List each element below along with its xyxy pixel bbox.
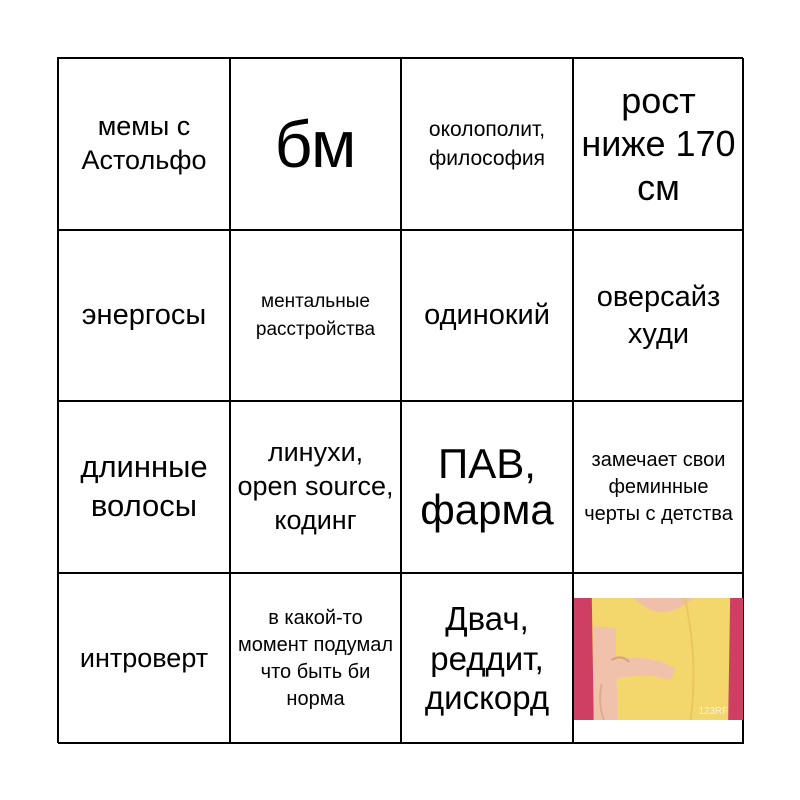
bingo-cell-linux-coding[interactable]	[230, 401, 401, 573]
bingo-cell-politics-philosophy[interactable]	[401, 58, 573, 230]
cell-label: интроверт	[79, 642, 209, 673]
bingo-cell-feminine-traits[interactable]	[573, 401, 744, 573]
bingo-cell-height[interactable]	[573, 58, 744, 230]
bingo-cell-photo[interactable]	[573, 573, 744, 744]
stock-photo	[574, 598, 743, 720]
bingo-cell-bi-moment[interactable]	[230, 573, 401, 744]
photo-watermark: 123RF	[698, 705, 729, 717]
bingo-cell-bm[interactable]	[230, 58, 401, 230]
cell-label: линухи, open source, кодинг	[237, 437, 394, 535]
bingo-cell-substances[interactable]	[401, 401, 573, 573]
cell-label: одинокий	[424, 299, 550, 332]
cell-label: замечает свои феминные черты с детства	[584, 448, 733, 525]
cell-label: рост ниже 170 см	[581, 80, 736, 208]
cell-label: энергосы	[81, 299, 207, 332]
bingo-cell-long-hair[interactable]	[58, 401, 230, 573]
cell-label: длинные волосы	[80, 449, 208, 523]
cell-label: в какой-то момент подумал что быть би норма	[237, 606, 393, 710]
cell-label: оверсайз худи	[596, 281, 721, 350]
bingo-cell-astolfo-memes[interactable]	[58, 58, 230, 230]
bingo-board	[57, 57, 743, 743]
bingo-cell-mental-disorders[interactable]	[230, 230, 401, 401]
bingo-cell-energy-drinks[interactable]	[58, 230, 230, 401]
cell-label: бм	[274, 106, 357, 181]
bingo-cell-lonely[interactable]	[401, 230, 573, 401]
cell-label: ПАВ, фарма	[420, 439, 554, 533]
cell-label: ментальные расстройства	[255, 290, 376, 340]
cell-label: мемы с Астольфо	[81, 111, 207, 175]
bingo-cell-introvert[interactable]	[58, 573, 230, 744]
cell-label: Двач, реддит, дискорд	[424, 600, 550, 717]
cell-label: околополит, философия	[428, 117, 546, 170]
bingo-cell-forums[interactable]	[401, 573, 573, 744]
bingo-cell-oversize-hoodie[interactable]	[573, 230, 744, 401]
